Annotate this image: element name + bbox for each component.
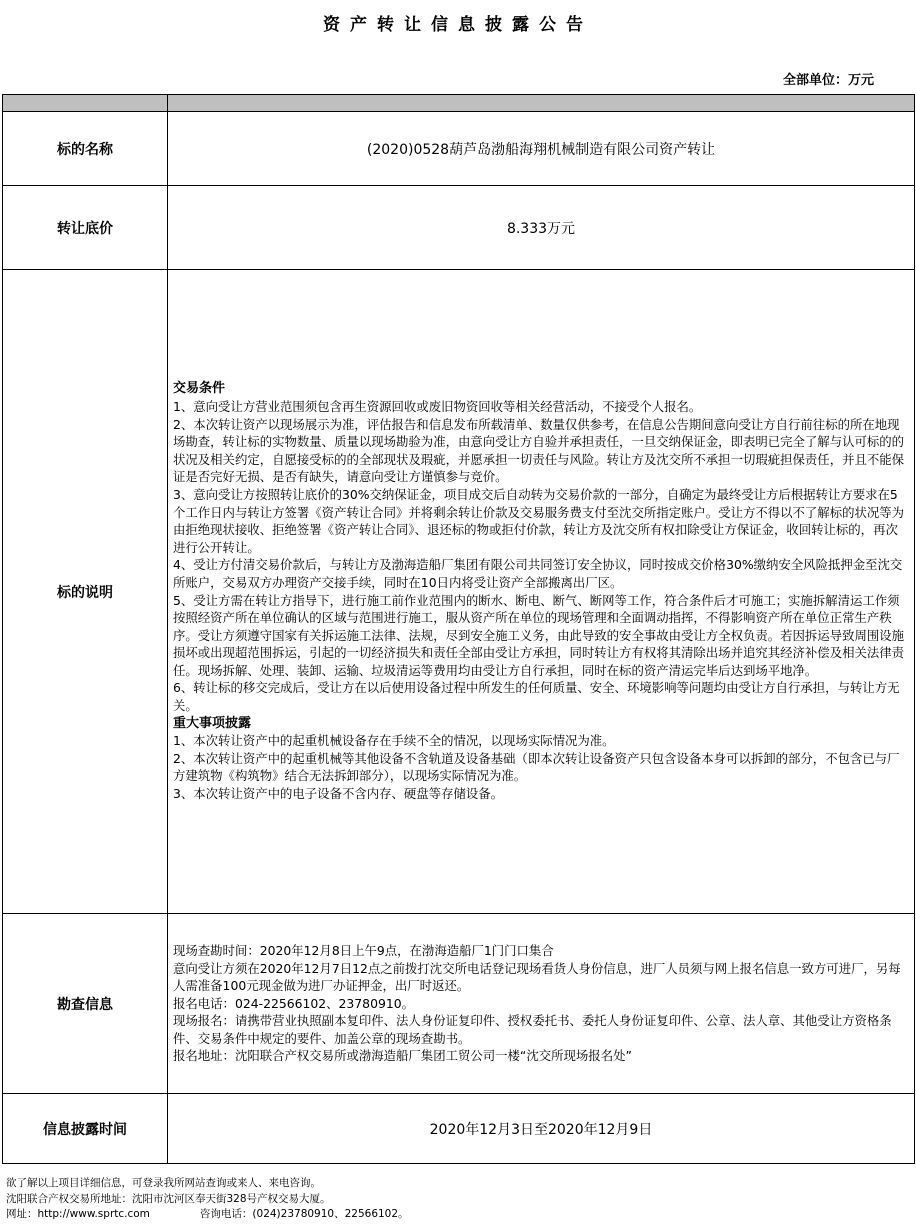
footer-line-2: 沈阳联合产权交易所地址：沈阳市沈河区奉天街328号产权交易大厦。: [6, 1192, 331, 1205]
trade-item-5: 5、受让方需在转让方指导下，进行施工前作业范围内的断水、断电、断气、断网等工作，符合条件后才可施工；实施拆解清运工作须按照经资产所在单位确认的区域与范围进行施工，服从资产所在单位的现场管理和全面调动指挥，不得影响资产所在单位正常生产秩序。受让方须遵守国家有关拆运施工法律、法规，尽到安全施工义务，由此导致的安全事故由受让方全权负责。若因拆运导致周围设施损坏或出现超范围拆运，引起的一切经济损失和责任全部由受让方承担，同时转让方有权将其清除出场并追究其经济补偿及相关法律责任。现场拆解、处理、装卸、运输、垃圾清运等费用均由受让方自行承担，同时在标的资产清运完毕后达到场平地净。: [173, 592, 905, 678]
footer: [6, 1176, 409, 1223]
table-header-row: [3, 95, 915, 112]
label-price: 转让底价: [3, 186, 168, 270]
disclosure-table: [2, 94, 915, 1164]
major-item-1: 1、本次转让资产中的起重机械设备存在手续不全的情况，以现场实际情况为准。: [173, 733, 615, 749]
footer-line-1: 欲了解以上项目详细信息，可登录我所网站查询或来人、来电咨询。: [6, 1177, 321, 1189]
footer-contact: [6, 1207, 409, 1223]
page-title: 资产转让信息披露公告: [323, 15, 593, 35]
value-period: 2020年12月3日至2020年12月9日: [168, 1094, 915, 1164]
value-price: 8.333万元: [168, 186, 915, 270]
label-survey: 勘查信息: [3, 914, 168, 1094]
label-name: 标的名称: [3, 112, 168, 186]
survey-line-3: 报名电话：024-22566102、23780910。: [173, 995, 414, 1011]
header-cell-right: [168, 95, 915, 112]
unit-note: 全部单位：万元: [782, 73, 874, 88]
trade-conditions-title: 交易条件: [173, 381, 226, 397]
footer-phone: 咨询电话：(024)23780910、22566102。: [199, 1208, 409, 1220]
trade-item-3: 3、意向受让方按照转让底价的30%交纳保证金，项目成交后自动转为交易价款的一部分，自确定为最终受让方后根据转让方要求在5个工作日内与转让方签署《资产转让合同》并将剩余转让价款及交易服务费支付至沈交所指定账户。受让方不得以不了解标的状况等为由拒绝现状接收、拒绝签署《资产转让合同》、退还标的物或拒付价款，转让方及沈交所有权扣除受让方保证金，收回转让标的，再次进行公开转让。: [173, 486, 905, 555]
value-name: (2020)0528葫芦岛渤船海翔机械制造有限公司资产转让: [168, 112, 915, 186]
row-price: [3, 186, 915, 270]
major-item-2: 2、本次转让资产中的起重机械等其他设备不含轨道及设备基础（即本次转让设备资产只包含设备本身可以拆卸的部分，不包含已与厂方建筑物《构筑物》结合无法拆卸部分），以现场实际情况为准。: [173, 750, 900, 784]
row-description: [3, 270, 915, 914]
trade-item-6: 6、转让标的移交完成后，受让方在以后使用设备过程中所发生的任何质量、安全、环境影响等问题均由受让方自行承担，与转让方无关。: [173, 680, 900, 714]
label-description: 标的说明: [3, 270, 168, 914]
value-survey: [168, 914, 915, 1094]
trade-item-2: 2、本次转让资产以现场展示为准，评估报告和信息发布所载清单、数量仅供参考，在信息公告期间意向受让方自行前往标的所在地现场勘查，转让标的实物数量、质量以现场勘验为准，由意向受让方自验并承担责任，一旦交纳保证金，即表明已完全了解与认可标的的状况及相关约定，自愿接受标的的全部现状及瑕疵，并愿承担一切责任与风险。转让方及沈交所不承担一切瑕疵担保责任，并且不能保证是否完好无损、是否有缺失，请意向受让方谨慎参与竞价。: [173, 416, 905, 485]
label-period: 信息披露时间: [3, 1094, 168, 1164]
row-period: [3, 1094, 915, 1164]
value-description: [168, 270, 915, 914]
survey-line-2: 意向受让方须在2020年12月7日12点之前拨打沈交所电话登记现场看货人身份信息，进厂人员须与网上报名信息一致方可进厂，另每人需准备100元现金做为进厂办证押金，出厂时返还。: [173, 960, 901, 994]
footer-website: 网址：http://www.sprtc.com: [6, 1208, 150, 1220]
survey-line-1: 现场查勘时间：2020年12月8日上午9点，在渤海造船厂1门门口集合: [173, 942, 554, 958]
major-matters-title: 重大事项披露: [173, 715, 252, 731]
trade-item-4: 4、受让方付清交易价款后，与转让方及渤海造船厂集团有限公司共同签订安全协议，同时按成交价格30%缴纳安全风险抵押金至沈交所账户，交易双方办理资产交接手续，同时在10日内将受让资产全部搬离出厂区。: [173, 557, 903, 590]
header-cell-left: [3, 95, 168, 112]
major-item-3: 3、本次转让资产中的电子设备不含内存、硬盘等存储设备。: [173, 786, 504, 802]
row-name: [3, 112, 915, 186]
survey-line-5: 报名地址：沈阳联合产权交易所或渤海造船厂集团工贸公司一楼“沈交所现场报名处”: [173, 1048, 632, 1064]
trade-item-1: 1、意向受让方营业范围须包含再生资源回收或废旧物资回收等相关经营活动，不接受个人报名。: [173, 398, 702, 414]
row-survey: [3, 914, 915, 1094]
survey-line-4: 现场报名：请携带营业执照副本复印件、法人身份证复印件、授权委托书、委托人身份证复印件、公章、法人章、其他受让方资格条件、交易条件中规定的要件、加盖公章的现场查勘书。: [173, 1013, 892, 1046]
